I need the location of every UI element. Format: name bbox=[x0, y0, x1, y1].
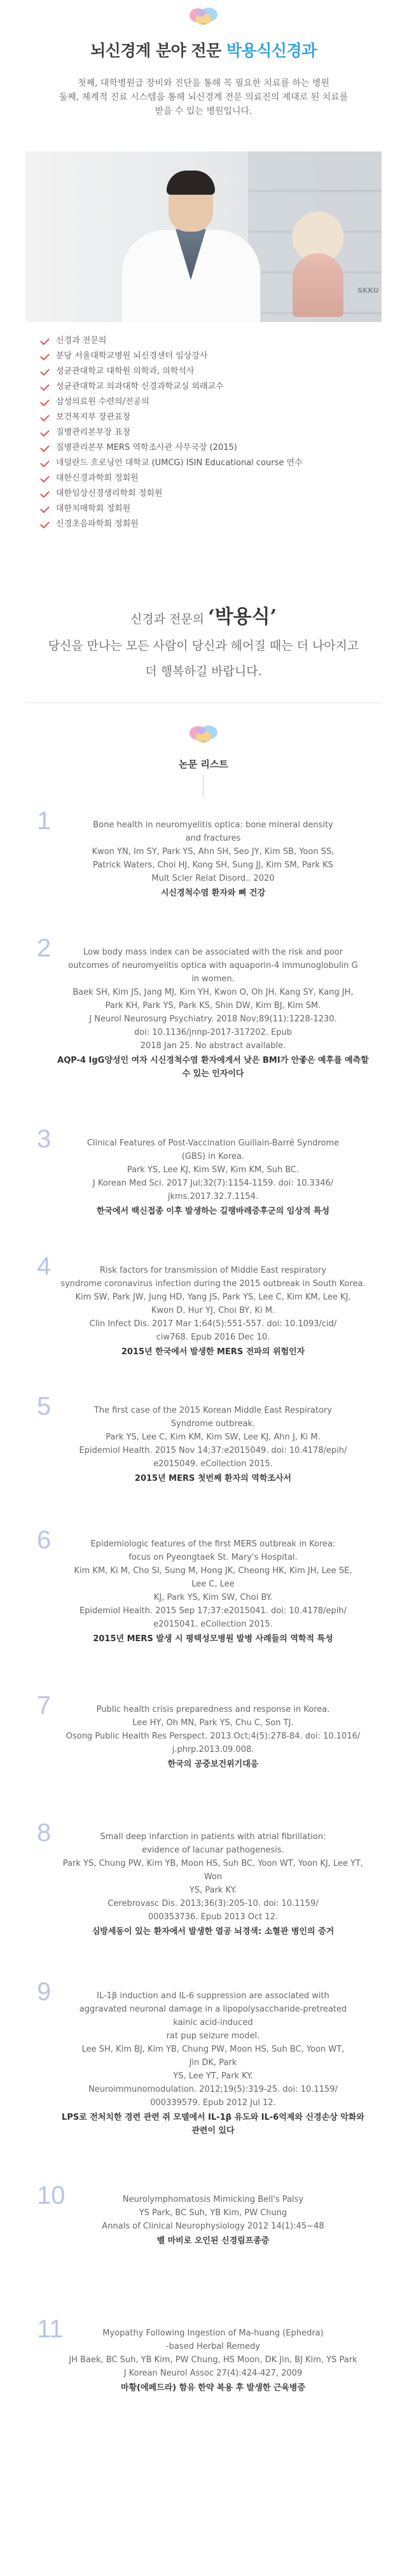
paper-line: Low body mass index can be associated with the risk and poor bbox=[83, 948, 343, 957]
credential-item: 삼성의료원 수련의/전공의 bbox=[39, 395, 370, 410]
paper-body bbox=[57, 1989, 369, 2138]
check-icon bbox=[40, 458, 50, 468]
paper-number: 9 bbox=[37, 1978, 52, 2006]
paper-line: doi: 10.1136/jnnp-2017-317202. Epub bbox=[134, 1028, 293, 1037]
check-icon bbox=[40, 473, 50, 483]
paper-body bbox=[57, 1264, 369, 1359]
paper-number: 3 bbox=[37, 1125, 52, 1153]
paper-summary: 2015년 한국에서 발생한 MERS 전파의 위험인자 bbox=[121, 1347, 305, 1357]
paper-body bbox=[57, 2327, 369, 2395]
paper-line: Bone health in neuromyelitis optica: bone mineral density bbox=[93, 820, 333, 830]
paper-number: 5 bbox=[37, 1392, 52, 1420]
paper-line: Kim KM, Ki M, Cho SI, Sung M, Hong JK, Cheong HK, Kim JH, Lee SE, bbox=[74, 1566, 352, 1576]
paper-line: and fractures bbox=[185, 834, 241, 843]
paper-summary: 마황(에페드라) 함유 한약 복용 후 발생한 근육병증 bbox=[120, 2383, 306, 2393]
paper-summary: 벨 마비로 오인된 신경림프종증 bbox=[156, 2236, 270, 2246]
paper-number: 4 bbox=[37, 1252, 52, 1280]
paper-summary: AQP-4 IgG양성인 여자 시신경척수염 환자에게서 낮은 BMI가 안좋은 예후를 예측할 수 있는 인자이다 bbox=[57, 1056, 369, 1079]
check-icon bbox=[40, 382, 50, 391]
paper-line: 2018 Jan 25. No abstract available. bbox=[140, 1041, 286, 1051]
paper-line: Osong Public Health Res Perspect. 2013 Oct;4(5):278-84. doi: 10.1016/ bbox=[66, 1732, 361, 1741]
check-icon bbox=[40, 443, 50, 452]
check-icon bbox=[40, 351, 50, 361]
paper-line: The first case of the 2015 Korean Middle East Respiratory bbox=[93, 1406, 333, 1415]
paper-line: YS, Lee YT, Park KY. bbox=[173, 2071, 253, 2081]
slogan-line-3: 더 행복하길 바랍니다. bbox=[145, 664, 262, 678]
intro-line: 첫째, 대학병원급 장비와 진단을 통해 꼭 필요한 치료를 하는 병원 bbox=[77, 78, 330, 88]
credential-item: 질병관리본부장 표창 bbox=[39, 425, 370, 440]
papers-title: 논문 리스트 bbox=[179, 759, 228, 770]
paper-body bbox=[57, 818, 369, 900]
paper-body bbox=[57, 2193, 369, 2248]
credential-item: 네덜란드 흐로닝언 대학교 (UMCG) ISIN Educational course 연수 bbox=[39, 456, 370, 471]
paper-number: 7 bbox=[37, 1691, 52, 1719]
paper-line: Mult Scler Relat Disord.. 2020 bbox=[151, 874, 275, 883]
check-icon bbox=[40, 489, 50, 498]
check-icon bbox=[40, 412, 50, 422]
paper-line: Myopathy Following Ingestion of Ma-huang (Ephedra) bbox=[102, 2328, 324, 2338]
paper-line: Lee C, Lee bbox=[191, 1579, 235, 1589]
paper-line: Epidemiologic features of the first MERS outbreak in Korea: bbox=[90, 1539, 336, 1549]
paper-line: Park YS, Chung PW, Kim YB, Moon HS, Suh BC, Yoon WT, Yoon KJ, Lee YT, bbox=[62, 1859, 364, 1868]
paper-summary: 한국의 공중보건위기대응 bbox=[167, 1760, 259, 1769]
paper-summary: 2015년 MERS 발생 시 평택성모병원 발병 사례들의 역학적 특성 bbox=[93, 1634, 333, 1644]
paper-body bbox=[57, 1703, 369, 1771]
paper-body bbox=[57, 1404, 369, 1485]
credential-item: 대한임상신경생리학회 정회원 bbox=[39, 486, 370, 501]
paper-line: in women. bbox=[191, 974, 235, 984]
intro-line: 둘째, 체계적 진료 시스템을 통해 뇌신경계 전문 의료진의 제대로 된 치료를 bbox=[59, 92, 348, 102]
paper-line: Park KH, Park YS, Park KS, Shin DW, Kim BJ, Kim SM. bbox=[105, 1001, 321, 1011]
paper-line: Park YS, Lee C, Kim KM, Kim SW, Lee KJ, Ahn J, Ki M. bbox=[106, 1432, 321, 1442]
intro-line: 받을 수 있는 병원입니다. bbox=[155, 106, 252, 116]
credential-item: 보건복지부 장관표창 bbox=[39, 410, 370, 425]
credential-item: 대한신경과학회 정회원 bbox=[39, 471, 370, 486]
paper-summary: 한국에서 백신접종 이후 발생하는 길랭바레증후군의 임상적 특성 bbox=[96, 1207, 330, 1216]
paper-line: Baek SH, Kim JS, Jang MJ, Kim YH, Kwon O, Oh JH, Kang SY, Kang JH, bbox=[72, 988, 354, 997]
paper-line: Public health crisis preparedness and response in Korea. bbox=[96, 1705, 330, 1714]
paper-line: Patrick Waters, Choi HJ, Kong SH, Sung JJ, Kim SM, Park KS bbox=[93, 860, 333, 870]
paper-line: Epidemiol Health. 2015 Nov 14;37:e2015049. doi: 10.4178/epih/ bbox=[79, 1446, 347, 1455]
paper-line: Neuroimmunomodulation. 2012;19(5):319-25. doi: 10.1159/ bbox=[88, 2085, 338, 2094]
paper-line: YS Park, BC Suh, YB Kim, PW Chung bbox=[139, 2208, 287, 2218]
paper-number: 6 bbox=[37, 1526, 52, 1554]
intro-text bbox=[38, 76, 369, 118]
paper-line: Lee HY, Oh MN, Park YS, Chu C, Son TJ. bbox=[132, 1718, 294, 1728]
paper-number: 11 bbox=[37, 2315, 64, 2343]
check-icon bbox=[40, 397, 50, 407]
paper-line: Syndrome outbreak. bbox=[170, 1419, 256, 1429]
paper-summary: LPS로 전처치한 경련 관련 쥐 모델에서 IL-1β 유도와 IL-6억제와 신경손상 악화와 관련이 있다 bbox=[62, 2113, 364, 2136]
paper-line: Park YS, Lee KJ, Kim SW, Kim KM, Suh BC. bbox=[127, 1165, 300, 1175]
doctor-photo bbox=[25, 151, 382, 322]
paper-summary: 심방세동이 있는 환자에서 발생한 열공 뇌경색: 소혈관 병인의 증거 bbox=[92, 1927, 335, 1936]
papers-rule bbox=[203, 775, 204, 797]
paper-line: J Korean Neurol Assoc 27(4):424-427, 2009 bbox=[123, 2369, 303, 2378]
credentials-list bbox=[39, 333, 370, 532]
paper-body bbox=[57, 946, 369, 1081]
paper-line: J Korean Med Sci. 2017 Jul;32(7):1154-1159. doi: 10.3346/ bbox=[92, 1179, 334, 1188]
paper-body bbox=[57, 1137, 369, 1218]
slogan-prefix: 신경과 전문의 bbox=[130, 612, 209, 626]
paper-summary: 2015년 MERS 첫번째 환자의 역학조사서 bbox=[134, 1474, 292, 1483]
paper-line: Annals of Clinical Neurophysiology 2012 14(1):45~48 bbox=[102, 2222, 324, 2231]
paper-number: 8 bbox=[37, 1819, 52, 1847]
slogan-name: ‘박용식’ bbox=[208, 606, 277, 628]
slogan-line-2: 당신을 만나는 모든 사람이 당신과 헤어질 때는 더 나아지고 bbox=[48, 639, 359, 653]
credential-item: 분당 서울대학교병원 뇌신경센터 임상강사 bbox=[39, 349, 370, 364]
paper-number: 10 bbox=[37, 2181, 66, 2209]
paper-line: (GBS) in Korea. bbox=[181, 1152, 245, 1161]
paper-line: Risk factors for transmission of Middle East respiratory bbox=[99, 1266, 327, 1275]
paper-line: Lee SH, Kim BJ, Kim YB, Chung PW, Moon HS, Suh BC, Yoon WT, bbox=[81, 2045, 345, 2054]
paper-line: outcomes of neuromyelitis optica with aquaporin-4 immunoglobulin G bbox=[68, 961, 358, 970]
paper-line: YS, Park KY. bbox=[189, 1886, 237, 1895]
paper-line: aggravated neuronal damage in a lipopolysaccharide-pretreated bbox=[79, 2005, 347, 2014]
paper-line: syndrome coronavirus infection during the 2015 outbreak in South Korea. bbox=[60, 1279, 366, 1289]
paper-line: -based Herbal Remedy bbox=[165, 2342, 261, 2351]
credential-item: 신경초음파학회 정회원 bbox=[39, 517, 370, 532]
paper-line: Kim SW, Park JW, Jung HD, Yang JS, Park YS, Lee C, Kim KM, Lee KJ, bbox=[75, 1292, 351, 1302]
paper-line: Clin Infect Dis. 2017 Mar 1;64(5):551-557. doi: 10.1093/cid/ bbox=[89, 1319, 337, 1329]
check-icon bbox=[40, 519, 50, 529]
paper-line: JH Baek, BC Suh, YB Kim, PW Chung, HS Moon, DK Jin, BJ Kim, YS Park bbox=[69, 2355, 357, 2365]
photo-sign: SKKU bbox=[357, 286, 379, 295]
paper-line: Cerebrovasc Dis. 2013;36(3):205-10. doi: 10.1159/ bbox=[107, 1899, 319, 1908]
paper-line: Epidemiol Health. 2015 Sep 17;37:e2015041. doi: 10.4178/epih/ bbox=[79, 1606, 347, 1616]
paper-line: Neurolymphomatosis Mimicking Bell's Palsy bbox=[122, 2195, 304, 2204]
paper-line: Won bbox=[204, 1872, 223, 1882]
title-prefix: 뇌신경계 분야 전문 bbox=[90, 41, 226, 60]
paper-body bbox=[57, 1537, 369, 1646]
paper-line: 000339579. Epub 2012 Jul 12. bbox=[150, 2098, 276, 2108]
paper-line: e2015049. eCollection 2015. bbox=[153, 1459, 273, 1469]
credential-item: 질병관리본부 MERS 역학조사관 사무국장 (2015) bbox=[39, 440, 370, 456]
paper-line: e2015041. eCollection 2015. bbox=[153, 1620, 273, 1629]
paper-line: Small deep infarction in patients with atrial fibrillation: bbox=[100, 1832, 326, 1842]
credential-item: 성균관대학교 의과대학 신경과학교실 외래교수 bbox=[39, 379, 370, 395]
paper-line: j.phrp.2013.09.008. bbox=[172, 1745, 254, 1754]
credential-item: 대한치매학회 정회원 bbox=[39, 501, 370, 517]
credential-item: 성균관대학교 대학원 의학과, 의학석사 bbox=[39, 364, 370, 379]
brain-logo-icon bbox=[188, 724, 219, 746]
check-icon bbox=[40, 428, 50, 437]
paper-line: jkms.2017.32.7.1154. bbox=[167, 1192, 259, 1201]
title-accent: 박용식신경과 bbox=[226, 41, 317, 60]
paper-line: rat pup seizure model. bbox=[166, 2031, 260, 2041]
slogan-line-1 bbox=[0, 601, 407, 629]
check-icon bbox=[40, 504, 50, 514]
paper-line: IL-1β induction and IL-6 suppression are associated with bbox=[97, 1991, 329, 2001]
page-title bbox=[0, 38, 407, 61]
paper-line: ciw768. Epub 2016 Dec 10. bbox=[156, 1333, 270, 1342]
paper-line: kainic acid-induced bbox=[173, 2018, 253, 2027]
check-icon bbox=[40, 367, 50, 376]
paper-line: J Neurol Neurosurg Psychiatry. 2018 Nov;89(11):1228-1230. bbox=[89, 1014, 337, 1024]
paper-body bbox=[57, 1830, 369, 1938]
paper-line: KJ, Park YS, Kim SW, Choi BY. bbox=[153, 1593, 273, 1602]
check-icon bbox=[40, 336, 50, 346]
paper-line: evidence of lacunar pathogenesis. bbox=[142, 1845, 284, 1855]
credential-item: 신경과 전문의 bbox=[39, 333, 370, 349]
paper-line: Jin DK, Park bbox=[189, 2058, 237, 2068]
paper-line: focus on Pyeongtaek St. Mary's Hospital. bbox=[128, 1553, 298, 1562]
brain-logo-icon bbox=[188, 6, 219, 28]
paper-line: 000353736. Epub 2013 Oct 12. bbox=[148, 1912, 279, 1922]
paper-line: Kwon D, Hur YJ, Choi BY, Ki M. bbox=[151, 1306, 275, 1315]
paper-number: 2 bbox=[37, 934, 52, 962]
paper-line: Kwon YN, Im SY, Park YS, Ahn SH, Seo JY, Kim SB, Yoon SS, bbox=[92, 847, 335, 857]
paper-line: Clinical Features of Post-Vaccination Guillain-Barré Syndrome bbox=[86, 1138, 340, 1148]
paper-summary: 시신경척수염 환자와 뼈 건강 bbox=[160, 888, 266, 898]
paper-number: 1 bbox=[37, 807, 52, 835]
